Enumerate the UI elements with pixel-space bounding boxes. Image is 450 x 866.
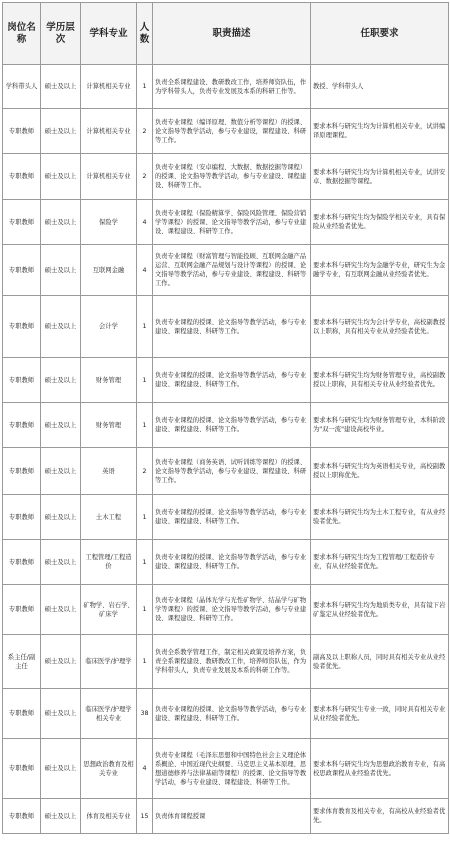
cell-position: 系主任/副主任 (3, 635, 41, 689)
cell-duties: 负责专业课程的授课、论文指导等教学活动，参与专业建设、课程建设、科研等工作。 (153, 540, 311, 585)
cell-position: 专职教师 (3, 540, 41, 585)
cell-major: 体育及相关专业 (81, 799, 137, 834)
cell-major: 思想政治教育及相关专业 (81, 739, 137, 799)
cell-education: 硕士及以上 (41, 540, 81, 585)
cell-duties: 负责专业课程（安卓编程、大数据、数据挖掘等课程）的授课、论文指导等教学活动，参与专业建设、课程建设、科研等工作。 (153, 154, 311, 200)
cell-count: 1 (137, 635, 153, 689)
cell-education: 硕士及以上 (41, 585, 81, 635)
table-row (3, 689, 449, 739)
cell-duties: 负责专业课程（财富管理与智能投顾、互联网金融产品运营、互联网金融产品规划与设计等课程）的授课、论文指导等教学活动，参与专业建设、课程建设、科研等工作。 (153, 245, 311, 296)
cell-education: 硕士及以上 (41, 65, 81, 109)
table-row (3, 200, 449, 245)
header-major: 学科专业 (81, 3, 137, 65)
cell-duties: 负责全系教学管理工作，制定相关政策及培养方案，负责全系课程建设、教研教改工作，培养师资队伍，作为学科带头人，负责专业发展及本系的科研工作等。 (153, 635, 311, 689)
cell-education: 硕士及以上 (41, 689, 81, 739)
cell-duties: 负责专业课程的授课、论文指导等教学活动，参与专业建设、课程建设、科研等工作。 (153, 689, 311, 739)
table-row (3, 540, 449, 585)
cell-education: 硕士及以上 (41, 154, 81, 200)
cell-count: 1 (137, 495, 153, 540)
recruitment-table (2, 2, 449, 834)
header-count: 人数 (137, 3, 153, 65)
cell-position: 专职教师 (3, 585, 41, 635)
cell-count: 2 (137, 154, 153, 200)
cell-requirements: 要求本科与研究生均为计算机相关专业，试讲安卓、数据挖掘等课程。 (311, 154, 449, 200)
cell-requirements: 要求本科与研究生均为地质类专业，具有镜下岩矿鉴定从业经验者优先。 (311, 585, 449, 635)
cell-position: 专职教师 (3, 739, 41, 799)
cell-major: 互联网金融 (81, 245, 137, 296)
cell-requirements: 要求本科与研究生均为金融学专业，研究生为金融学专业，有互联网金融从业经验者优先。 (311, 245, 449, 296)
cell-requirements: 要求体育教育及相关专业，有高校从业经验者优先。 (311, 799, 449, 834)
cell-duties: 负责专业课程（毛泽东思想和中国特色社会主义理论体系概论、中国近现代史纲要、马克思主义基本原理、思想道德修养与法律基础等课程）的授课、论文指导等教学活动，参与专业建设、课程建设、科研等工作。 (153, 739, 311, 799)
cell-requirements: 要求本科与研究生均为思想政治教育专业，有高校思政课程从业经验者优先。 (311, 739, 449, 799)
cell-position: 专职教师 (3, 154, 41, 200)
cell-education: 硕士及以上 (41, 739, 81, 799)
cell-major: 财务管理 (81, 403, 137, 448)
cell-position: 专职教师 (3, 245, 41, 296)
cell-count: 1 (137, 585, 153, 635)
cell-position: 专职教师 (3, 296, 41, 358)
cell-position: 专职教师 (3, 689, 41, 739)
cell-duties: 负责专业课程（保险精算学、保险风险管理、保险营销学等课程）的授课、论文指导等教学活动，参与专业建设、课程建设、科研等工作。 (153, 200, 311, 245)
cell-count: 2 (137, 109, 153, 154)
cell-position: 专职教师 (3, 200, 41, 245)
cell-requirements: 要求本科与研究生均为会计学专业，高校副教授以上职称，具有相关专业从业经验者优先。 (311, 296, 449, 358)
cell-education: 硕士及以上 (41, 358, 81, 403)
cell-position: 专职教师 (3, 403, 41, 448)
cell-count: 4 (137, 200, 153, 245)
cell-major: 临床医学/护理学相关专业 (81, 689, 137, 739)
header-education: 学历层次 (41, 3, 81, 65)
cell-major: 英语 (81, 448, 137, 495)
cell-count: 38 (137, 689, 153, 739)
cell-duties: 负责专业课程（晶体光学与光性矿物学、结晶学与矿物学等课程）的授课、论文指导等教学活动，参与专业建设、课程建设、科研等工作。 (153, 585, 311, 635)
cell-major: 保险学 (81, 200, 137, 245)
table-row (3, 448, 449, 495)
table-row (3, 799, 449, 834)
cell-count: 1 (137, 540, 153, 585)
cell-major: 土木工程 (81, 495, 137, 540)
cell-count: 2 (137, 448, 153, 495)
cell-major: 工程管理/工程造价 (81, 540, 137, 585)
cell-education: 硕士及以上 (41, 448, 81, 495)
table-row (3, 65, 449, 109)
cell-requirements: 要求本科与研究生均为英语相关专业，高校副教授以上职称优先。 (311, 448, 449, 495)
cell-education: 硕士及以上 (41, 799, 81, 834)
cell-count: 4 (137, 245, 153, 296)
cell-duties: 负责专业课程的授课、论文指导等教学活动，参与专业建设、课程建设、科研等工作。 (153, 358, 311, 403)
cell-requirements: 教授、学科带头人 (311, 65, 449, 109)
cell-education: 硕士及以上 (41, 200, 81, 245)
table-row (3, 109, 449, 154)
cell-count: 1 (137, 65, 153, 109)
cell-major: 计算机相关专业 (81, 65, 137, 109)
cell-education: 硕士及以上 (41, 635, 81, 689)
cell-duties: 负责专业课程（编译原理、数值分析等课程）的授课、论文指导等教学活动，参与专业建设，课程建设、科研等工作。 (153, 109, 311, 154)
cell-count: 4 (137, 739, 153, 799)
cell-position: 学科带头人 (3, 65, 41, 109)
cell-major: 临床医学/护理学 (81, 635, 137, 689)
cell-major: 会计学 (81, 296, 137, 358)
cell-major: 矿物学、岩石学、矿床学 (81, 585, 137, 635)
cell-education: 硕士及以上 (41, 296, 81, 358)
cell-major: 计算机相关专业 (81, 154, 137, 200)
cell-count: 1 (137, 296, 153, 358)
table-row (3, 495, 449, 540)
table-row (3, 245, 449, 296)
cell-duties: 负责专业课程的授课、论文指导等教学活动，参与专业建设、课程建设、科研等工作。 (153, 296, 311, 358)
cell-count: 1 (137, 358, 153, 403)
cell-position: 专职教师 (3, 799, 41, 834)
cell-requirements: 要求本科与研究生均为计算机相关专业，试讲编译原理课程。 (311, 109, 449, 154)
cell-major: 财务管理 (81, 358, 137, 403)
cell-requirements: 要求本科与研究生均为土木工程专业，有从业经验者优先。 (311, 495, 449, 540)
cell-requirements: 要求本科与研究生均为财务管理专业，本科阶段为"双一流"建设高校毕业。 (311, 403, 449, 448)
cell-major: 计算机相关专业 (81, 109, 137, 154)
cell-position: 专职教师 (3, 495, 41, 540)
cell-requirements: 要求本科与研究生均为财务管理专业，高校副教授以上职称，具有相关专业从业经验者优先。 (311, 358, 449, 403)
header-requirements: 任职要求 (311, 3, 449, 65)
header-position: 岗位名称 (3, 3, 41, 65)
table-row (3, 403, 449, 448)
cell-position: 专职教师 (3, 448, 41, 495)
cell-duties: 负责体育课程授课 (153, 799, 311, 834)
cell-requirements: 要求本科与研究生均为保险学相关专业，具有保险从业经验者优先。 (311, 200, 449, 245)
table-row (3, 296, 449, 358)
cell-requirements: 副高及以上职称人员，同时具有相关专业从业经验者优先。 (311, 635, 449, 689)
header-duties: 职责描述 (153, 3, 311, 65)
table-row (3, 635, 449, 689)
cell-position: 专职教师 (3, 109, 41, 154)
cell-duties: 负责专业课程的授课、论文指导等教学活动，参与专业建设、课程建设、科研等工作。 (153, 403, 311, 448)
cell-requirements: 要求本科与研究生均为工程管理/工程造价专业，有从业经验者优先。 (311, 540, 449, 585)
table-row (3, 154, 449, 200)
table-row (3, 358, 449, 403)
cell-education: 硕士及以上 (41, 245, 81, 296)
cell-count: 15 (137, 799, 153, 834)
cell-position: 专职教师 (3, 358, 41, 403)
cell-education: 硕士及以上 (41, 495, 81, 540)
table-row (3, 739, 449, 799)
cell-duties: 负责全系课程建设、教研教改工作，培养师资队伍，作为学科带头人，负责专业发展及本系的科研工作等。 (153, 65, 311, 109)
cell-requirements: 要求本科与研究生专业一致，同时具有相关专业从业经验者优先。 (311, 689, 449, 739)
cell-education: 硕士及以上 (41, 109, 81, 154)
cell-count: 1 (137, 403, 153, 448)
cell-duties: 负责专业课程（商务英语、试听训练等课程）的授课、论文指导等教学活动，参与专业建设、课程建设、科研等工作。 (153, 448, 311, 495)
table-header-row (3, 3, 449, 65)
cell-education: 硕士及以上 (41, 403, 81, 448)
table-row (3, 585, 449, 635)
cell-duties: 负责专业课程的授课、论文指导等教学活动，参与专业建设、课程建设、科研等工作。 (153, 495, 311, 540)
